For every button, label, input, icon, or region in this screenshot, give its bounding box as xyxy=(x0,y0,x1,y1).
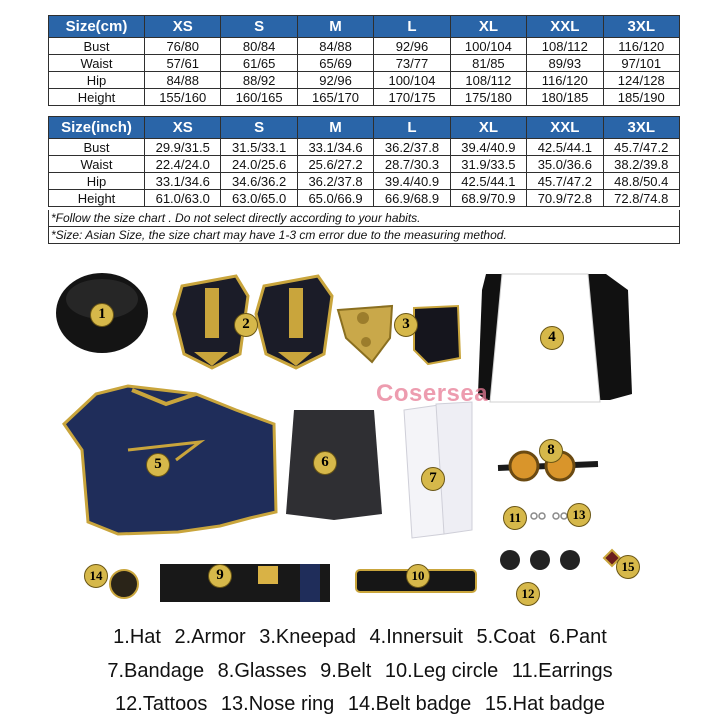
size-chart-inch-header xyxy=(49,117,680,139)
table-row xyxy=(49,72,680,89)
table-cell: 61.0/63.0 xyxy=(145,190,221,207)
item-number-badge: 14 xyxy=(84,564,108,588)
item-number-badge: 6 xyxy=(313,451,337,475)
legend-item: 3.Kneepad xyxy=(259,626,356,648)
table-cell: 175/180 xyxy=(450,89,526,106)
item-number-badge: 15 xyxy=(616,555,640,579)
legend-item: 11.Earrings xyxy=(511,660,613,682)
header-cell: M xyxy=(297,16,373,38)
table-row xyxy=(49,156,680,173)
item-number-badge: 1 xyxy=(90,303,114,327)
table-cell: 73/77 xyxy=(374,55,450,72)
item-number-badge: 5 xyxy=(146,453,170,477)
parts-legend-line-3 xyxy=(0,693,720,716)
table-cell: 80/84 xyxy=(221,38,297,55)
header-cell: XXL xyxy=(527,117,603,139)
earrings-item xyxy=(531,513,545,519)
item-number-badge: 11 xyxy=(503,506,527,530)
belt-item xyxy=(160,564,330,602)
table-cell: 97/101 xyxy=(603,55,679,72)
table-cell: 39.4/40.9 xyxy=(374,173,450,190)
table-cell: 61/65 xyxy=(221,55,297,72)
armor-right-item xyxy=(256,276,332,368)
table-cell: 48.8/50.4 xyxy=(603,173,679,190)
note-asian-size: *Size: Asian Size, the size chart may have 1-3 cm error due to the measuring method. xyxy=(48,227,680,244)
header-cell: 3XL xyxy=(603,16,679,38)
table-cell: 29.9/31.5 xyxy=(145,139,221,156)
header-cell: Size(inch) xyxy=(49,117,145,139)
table-cell: 28.7/30.3 xyxy=(374,156,450,173)
table-cell: 88/92 xyxy=(221,72,297,89)
table-cell: 76/80 xyxy=(145,38,221,55)
kneepad-left-item xyxy=(338,306,392,362)
table-cell: 84/88 xyxy=(297,38,373,55)
item-number-badge: 3 xyxy=(394,313,418,337)
table-cell: 72.8/74.8 xyxy=(603,190,679,207)
header-cell: L xyxy=(374,16,450,38)
table-cell: 65/69 xyxy=(297,55,373,72)
size-chart-cm-header xyxy=(49,16,680,38)
table-cell: 63.0/65.0 xyxy=(221,190,297,207)
legend-item: 6.Pant xyxy=(549,626,607,648)
legend-item: 15.Hat badge xyxy=(484,693,605,715)
kneepad-right-item xyxy=(414,306,460,364)
table-cell: 38.2/39.8 xyxy=(603,156,679,173)
table-cell: 65.0/66.9 xyxy=(297,190,373,207)
table-cell: 24.0/25.6 xyxy=(221,156,297,173)
table-cell: 92/96 xyxy=(297,72,373,89)
row-label: Height xyxy=(49,190,145,207)
size-notes xyxy=(48,210,680,244)
header-cell: M xyxy=(297,117,373,139)
table-cell: 89/93 xyxy=(527,55,603,72)
header-cell: L xyxy=(374,117,450,139)
item-number-badge: 7 xyxy=(421,467,445,491)
table-cell: 100/104 xyxy=(374,72,450,89)
header-cell: S xyxy=(221,117,297,139)
table-cell: 185/190 xyxy=(603,89,679,106)
header-cell: XS xyxy=(145,16,221,38)
table-cell: 160/165 xyxy=(221,89,297,106)
header-cell: XS xyxy=(145,117,221,139)
parts-legend-line-2 xyxy=(0,660,720,683)
legend-item: 2.Armor xyxy=(174,626,246,648)
table-row xyxy=(49,89,680,106)
size-chart-inch xyxy=(48,116,680,207)
nose-ring-item xyxy=(553,513,567,519)
item-number-badge: 13 xyxy=(567,503,591,527)
table-cell: 31.5/33.1 xyxy=(221,139,297,156)
size-chart-cm xyxy=(48,15,680,106)
row-label: Hip xyxy=(49,72,145,89)
table-cell: 155/160 xyxy=(145,89,221,106)
table-cell: 25.6/27.2 xyxy=(297,156,373,173)
legend-item: 8.Glasses xyxy=(217,660,307,682)
header-cell: XXL xyxy=(527,16,603,38)
tattoos-item xyxy=(500,550,580,570)
item-number-badge: 8 xyxy=(539,439,563,463)
table-cell: 180/185 xyxy=(527,89,603,106)
table-cell: 36.2/37.8 xyxy=(297,173,373,190)
legend-item: 5.Coat xyxy=(476,626,536,648)
table-row xyxy=(49,190,680,207)
legend-item: 7.Bandage xyxy=(107,660,205,682)
table-cell: 45.7/47.2 xyxy=(603,139,679,156)
row-label: Bust xyxy=(49,38,145,55)
belt-badge-item xyxy=(110,570,138,598)
table-cell: 116/120 xyxy=(603,38,679,55)
table-cell: 108/112 xyxy=(527,38,603,55)
table-cell: 81/85 xyxy=(450,55,526,72)
item-number-badge: 4 xyxy=(540,326,564,350)
table-cell: 42.5/44.1 xyxy=(450,173,526,190)
table-cell: 22.4/24.0 xyxy=(145,156,221,173)
note-follow-chart: *Follow the size chart . Do not select directly according to your habits. xyxy=(48,210,680,227)
row-label: Bust xyxy=(49,139,145,156)
table-cell: 66.9/68.9 xyxy=(374,190,450,207)
table-cell: 42.5/44.1 xyxy=(527,139,603,156)
row-label: Height xyxy=(49,89,145,106)
coat-item xyxy=(64,386,276,534)
header-cell: XL xyxy=(450,16,526,38)
parts-legend-line-1 xyxy=(0,626,720,649)
table-cell: 57/61 xyxy=(145,55,221,72)
legend-item: 10.Leg circle xyxy=(384,660,499,682)
table-cell: 116/120 xyxy=(527,72,603,89)
row-label: Waist xyxy=(49,156,145,173)
header-cell: Size(cm) xyxy=(49,16,145,38)
legend-item: 9.Belt xyxy=(320,660,372,682)
legend-item: 4.Innersuit xyxy=(369,626,463,648)
table-cell: 33.1/34.6 xyxy=(297,139,373,156)
table-cell: 45.7/47.2 xyxy=(527,173,603,190)
legend-item: 14.Belt badge xyxy=(347,693,472,715)
table-cell: 34.6/36.2 xyxy=(221,173,297,190)
table-row xyxy=(49,38,680,55)
item-number-badge: 10 xyxy=(406,564,430,588)
table-cell: 108/112 xyxy=(450,72,526,89)
table-cell: 33.1/34.6 xyxy=(145,173,221,190)
legend-item: 1.Hat xyxy=(113,626,161,648)
table-cell: 35.0/36.6 xyxy=(527,156,603,173)
table-cell: 92/96 xyxy=(374,38,450,55)
table-cell: 100/104 xyxy=(450,38,526,55)
item-number-badge: 2 xyxy=(234,313,258,337)
item-number-badge: 12 xyxy=(516,582,540,606)
table-row xyxy=(49,55,680,72)
header-cell: 3XL xyxy=(603,117,679,139)
table-cell: 170/175 xyxy=(374,89,450,106)
header-cell: XL xyxy=(450,117,526,139)
row-label: Hip xyxy=(49,173,145,190)
table-cell: 31.9/33.5 xyxy=(450,156,526,173)
legend-item: 12.Tattoos xyxy=(115,693,208,715)
table-cell: 39.4/40.9 xyxy=(450,139,526,156)
row-label: Waist xyxy=(49,55,145,72)
table-cell: 165/170 xyxy=(297,89,373,106)
table-cell: 124/128 xyxy=(603,72,679,89)
cosersea-watermark: Cosersea xyxy=(376,380,489,407)
table-cell: 36.2/37.8 xyxy=(374,139,450,156)
item-number-badge: 9 xyxy=(208,564,232,588)
table-cell: 70.9/72.8 xyxy=(527,190,603,207)
table-cell: 84/88 xyxy=(145,72,221,89)
table-row xyxy=(49,139,680,156)
legend-item: 13.Nose ring xyxy=(220,693,335,715)
table-row xyxy=(49,173,680,190)
header-cell: S xyxy=(221,16,297,38)
table-cell: 68.9/70.9 xyxy=(450,190,526,207)
